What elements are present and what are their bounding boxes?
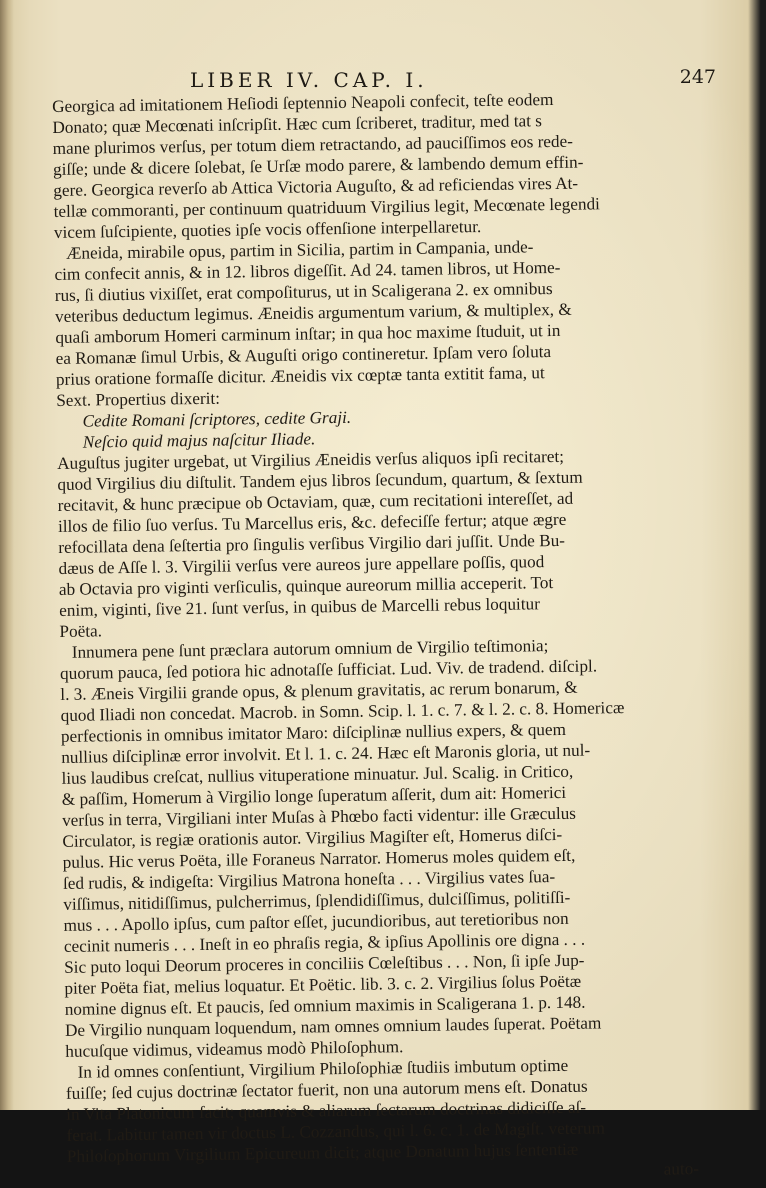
- text-line: hucuſque vidimus, videamus modò Philoſophum.: [65, 1037, 404, 1061]
- text-line: ab Octavia pro viginti verſiculis, quinque aureorum millia acceperit. Tot: [58, 573, 554, 599]
- text-line: rus, ſi diutius vixiſſet, erat compoſiturus, ut in Scaligerana 2. ex omnibus: [54, 279, 553, 305]
- text-line: Donato; quæ Mecœnati inſcripſit. Hæc cum ſcriberet, traditur, med tat s: [52, 111, 543, 137]
- text-line: gere. Georgica reverſo ab Attica Victoria Auguſto, & ad reficiendas vires At-: [53, 173, 579, 200]
- text-line: refocillata dena ſeſtertia pro ſingulis verſibus Virgilio dari juſſit. Unde Bu-: [58, 530, 566, 557]
- page-number: 247: [679, 66, 716, 88]
- text-line: Circulator, is regiæ orationis autor. Virgilius Magiſter eſt, Homerus diſci-: [62, 824, 563, 851]
- text-line: enim, viginti, ſive 21. ſunt verſus, in quibus de Marcelli rebus loquitur: [59, 594, 540, 620]
- text-line: quorum pauca, ſed potiora hic adnotaſſe ſufficiat. Lud. Viv. de tradend. diſcipl.: [59, 656, 598, 683]
- text-line: viſſimus, nitidiſſimus, pulcherrimus, ſplendidiſſimus, dulciſſimus, politiſſi-: [63, 887, 571, 914]
- binding-gutter: [0, 0, 14, 1110]
- text-line: quod Virgilius diu diſtulit. Tandem ejus libros ſecundum, quartum, & ſextum: [57, 467, 583, 494]
- text-line: fuiſſe; ſed cujus doctrinæ ſectator fuerit, non una autorum mens eſt. Donatus: [65, 1076, 588, 1103]
- text-line: dæus de Aſſe l. 3. Virgilii verſus vere aureos jure appellare poſſis, quod: [58, 552, 545, 578]
- text-line: giſſe; unde & dicere ſolebat, ſe Urſæ modo parere, & lambendo demum effin-: [52, 152, 584, 179]
- text-line: Philoſophorum Virgilium Epicureum dicit; atque Donatum hujus ſententiæ: [66, 1139, 579, 1166]
- text-line: illos de filio ſuo verſus. Tu Marcellus eris, &c. defeciſſe fertur; atque ægre: [57, 509, 567, 536]
- text-line: vicem ſuſcipiente, quoties ipſe vocis offenſione interpellaretur.: [53, 217, 482, 242]
- text-line: cecinit numeris . . . Ineſt in eo phraſis regia, & ipſius Apollinis ore digna . . .: [63, 929, 586, 956]
- text-line: cim confecit annis, & in 12. libros digeſſit. Ad 24. tamen libros, ut Home-: [54, 257, 561, 284]
- text-line: tellæ commoranti, per continuum quatriduum Virgilius legit, Mecœnate legendi: [53, 194, 601, 221]
- text-line: ferat. Labitur tamen vir doctus L. Cozzandus, qui l. 6. c. 1. de Magiſt. veterum: [66, 1118, 606, 1145]
- running-title: LIBER IV. CAP. I.: [190, 68, 428, 92]
- page-edge-shadow: [748, 0, 766, 1110]
- verse-line: Neſcio quid majus naſcitur Iliade.: [82, 429, 316, 452]
- text-line: quod Iliadi non concedat. Macrob. in Somn. Scip. l. 1. c. 7. & l. 2. c. 8. Homericæ: [60, 698, 625, 725]
- text-line: l. 3. Æneis Virgilii grande opus, & plenum gravitatis, ac rerum bonarum, &: [60, 677, 578, 704]
- text-line: Sic puto loqui Deorum proceres in conciliis Cœleſtibus . . . Non, ſi ipſe Jup-: [64, 950, 585, 977]
- text-line: in Vita Platonicum facit; quamvis & aliarum ſectarum doctrinas didiciſſe aſ-: [66, 1097, 587, 1124]
- text-line: recitavit, & hunc præcipue ob Octaviam, quæ, cum recitationi intereſſet, ad: [57, 488, 574, 515]
- text-line: nullius diſciplinæ error involvit. Et l. 1. c. 24. Hæc eſt Maronis gloria, ut nul-: [61, 740, 591, 767]
- text-line: mane plurimos verſus, per totum diem retractando, ad pauciſſimos eos rede-: [52, 131, 574, 158]
- text-line: De Virgilio nunquam loquendum, nam omnes omnium laudes ſuperat. Poëtam: [64, 1013, 602, 1040]
- text-line: verſus in terra, Virgiliani inter Muſas à Phœbo facti videntur: ille Græculus: [61, 803, 577, 830]
- text-line: quaſi amborum Homeri carminum inſtar; in qua hoc maxime ſtuduit, ut in: [55, 320, 561, 347]
- verse-line: Cedite Romani ſcriptores, cedite Graji.: [82, 407, 352, 431]
- text-line: & paſſim, Homerum à Virgilio longe ſuperatum aſſerit, dum ait: Homerici: [61, 782, 567, 809]
- text-line: perfectionis in omnibus imitator Maro: diſciplinæ nullius expers, & quem: [60, 719, 567, 746]
- body-text: [52, 87, 739, 1188]
- text-line: prius oratione formaſſe dicitur. Æneidis vix cœptæ tanta extitit fama, ut: [55, 363, 545, 389]
- text-line: veteribus deductum legimus. Æneidis argumentum varium, & multiplex, &: [54, 299, 572, 326]
- text-line: Georgica ad imitationem Heſiodi ſeptennio Neapoli confecit, teſte eodem: [52, 90, 554, 116]
- text-line: Auguſtus jugiter urgebat, ut Virgilius Æneidis verſus aliquos ipſi recitaret;: [56, 446, 565, 473]
- text-line: lius laudibus creſcat, nullius vituperatione minuatur. Jul. Scalig. in Critico,: [61, 761, 574, 788]
- text-line: mus . . . Apollo ipſus, cum paſtor eſſet, jucundioribus, aut teretioribus non: [63, 908, 569, 935]
- text-line: nomine dignus eſt. Et paucis, ſed omnium maximis in Scaligerana 1. p. 148.: [64, 992, 586, 1019]
- catchword: auto-: [663, 1159, 700, 1179]
- text-line: ſed rudis, & indigeſta: Virgilius Matrona honeſta . . . Virgilius vates ſua-: [62, 867, 556, 893]
- text-line: piter Poëta fiat, melius loquatur. Et Poëtic. lib. 3. c. 2. Virgilius ſolus Poëtæ: [64, 971, 582, 998]
- text-line: Poëta.: [59, 621, 103, 641]
- text-line: Sext. Propertius dixerit:: [56, 388, 221, 410]
- text-line: pulus. Hic verus Poëta, ille Foraneus Narrator. Homerus moles quidem eſt,: [62, 845, 576, 872]
- text-line: Æneida, mirabile opus, partim in Sicilia, partim in Campania, unde-: [66, 237, 534, 263]
- text-line: In id omnes conſentiunt, Virgilium Philoſophiæ ſtudiis imbutum optime: [77, 1055, 569, 1082]
- text-line: Innumera pene ſunt præclara autorum omnium de Virgilio teſtimonia;: [71, 636, 549, 662]
- text-line: ea Romanæ ſimul Urbis, & Auguſti origo contineretur. Ipſam vero ſoluta: [55, 342, 552, 368]
